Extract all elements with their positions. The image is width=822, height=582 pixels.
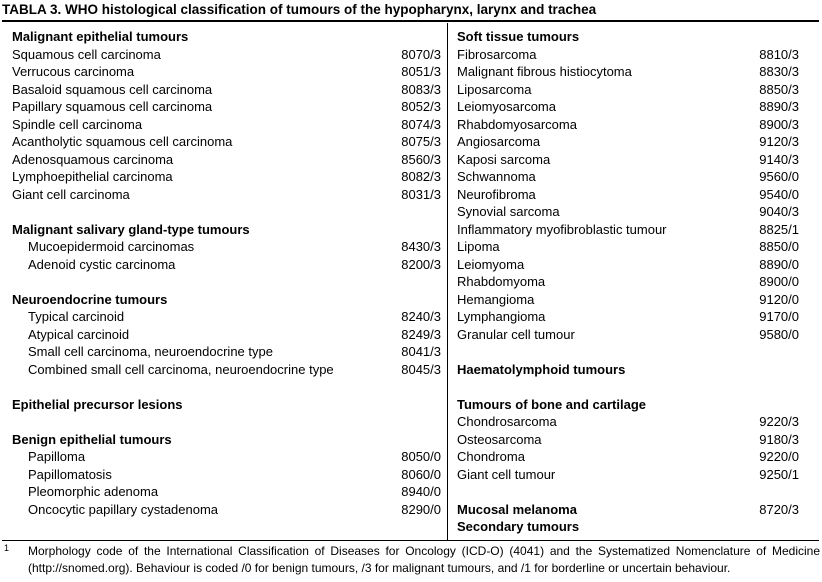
category-heading-label: Epithelial precursor lesions [12,396,183,412]
table-row [457,273,799,291]
table-row [457,186,799,204]
table-row [457,203,799,221]
tumour-name: Neurofibroma [457,186,536,202]
tumour-name: Angiosarcoma [457,134,541,149]
table-row [12,343,442,361]
category-group [457,396,799,484]
icd-code: 8240/3 [401,309,441,324]
category-group [12,396,442,414]
table-row [457,116,799,134]
tumour-name: Pleomorphic adenoma [28,484,159,499]
top-rule [2,20,819,22]
table-row [457,133,799,151]
footnote-mark: 1 [4,543,10,553]
category-group [12,221,442,274]
icd-code: 8940/0 [401,484,441,499]
tumour-name: Giant cell tumour [457,466,556,482]
tumour-name: Chondrosarcoma [457,414,557,429]
icd-code: 8082/3 [401,169,441,184]
icd-code: 9120/0 [759,291,799,307]
right-column [457,28,799,536]
table-row [457,63,799,81]
tumour-name: Leiomyoma [457,256,525,272]
tumour-name: Atypical carcinoid [28,326,130,342]
icd-code: 8900/0 [759,274,799,289]
icd-code: 8031/3 [401,186,441,202]
tumour-name: Kaposi sarcoma [457,151,551,167]
table-row [457,431,799,449]
icd-code: 9540/0 [759,186,799,202]
category-heading-label: Soft tissue tumours [457,29,580,44]
tumour-name: Fibrosarcoma [457,46,537,62]
table-row [12,308,442,326]
icd-code: 8070/3 [401,46,441,62]
category-group [457,361,799,379]
tumour-name: Lymphangioma [457,309,546,324]
icd-code: 8830/3 [759,64,799,79]
icd-code: 8850/3 [759,81,799,97]
table-row [12,483,442,501]
category-heading-label: Malignant epithelial tumours [12,29,189,44]
table-row [12,238,442,256]
category-group [457,518,799,536]
category-heading-label: Haematolymphoid tumours [457,361,626,377]
table-row [12,326,442,344]
icd-code: 8060/0 [401,466,441,482]
category-heading [457,28,799,46]
category-heading-label: Neuroendocrine tumours [12,291,168,307]
icd-code: 9220/3 [759,414,799,429]
tumour-name: Mucoepidermoid carcinomas [28,239,195,254]
tumour-name: Lymphoepithelial carcinoma [12,169,173,184]
tumour-name: Oncocytic papillary cystadenoma [28,501,219,517]
tumour-name: Typical carcinoid [28,309,125,324]
icd-code: 8430/3 [401,239,441,254]
category-group [12,28,442,203]
left-column [12,28,442,518]
tumour-name: Acantholytic squamous cell carcinoma [12,134,233,149]
tumour-name: Papillomatosis [28,466,112,482]
table-row [12,448,442,466]
icd-code: 8083/3 [401,81,441,97]
table-row [12,151,442,169]
table-row [457,238,799,256]
tumour-name: Malignant fibrous histiocytoma [457,64,632,79]
table-row [12,256,442,274]
icd-code: 8041/3 [401,344,441,359]
table-row [457,256,799,274]
category-heading [12,396,442,414]
table-row [12,186,442,204]
table-row [457,81,799,99]
category-heading [457,501,799,519]
footnote [2,543,820,577]
category-heading [457,396,799,414]
bottom-rule [2,540,819,541]
tumour-name: Leiomyosarcoma [457,99,556,114]
icd-code: 9560/0 [759,169,799,184]
table-row [457,326,799,344]
footnote-text: Morphology code of the International Classification of Diseases for Oncology (ICD-O) (4041) and the Systematized Nomenclature of Medicine (http://snomed.org). Behaviour is coded /0 for benign tumours, /3 for malignant tumours, and /1 for borderline or uncertain behaviour. [28,544,820,575]
tumour-name: Spindle cell carcinoma [12,116,143,132]
table-row [12,81,442,99]
icd-code: 8290/0 [401,501,441,517]
tumour-name: Adenosquamous carcinoma [12,151,174,167]
icd-code: 8810/3 [759,46,799,62]
category-group [457,501,799,519]
icd-code: 8850/0 [759,239,799,254]
tumour-name: Basaloid squamous cell carcinoma [12,81,213,97]
tumour-name: Liposarcoma [457,81,532,97]
table-row [12,466,442,484]
tumour-name: Verrucous carcinoma [12,64,135,79]
icd-code: 8050/0 [401,449,441,464]
icd-code: 9120/3 [759,134,799,149]
tumour-name: Granular cell tumour [457,326,575,342]
category-heading [457,361,799,379]
category-heading-label: Secondary tumours [457,519,580,534]
tumour-name: Rhabdomyosarcoma [457,116,577,132]
tumour-name: Papillary squamous cell carcinoma [12,99,213,114]
icd-code: 9040/3 [759,204,799,219]
icd-code: 8900/3 [759,116,799,132]
table-row [457,151,799,169]
table-row [457,221,799,239]
icd-code: 9180/3 [759,431,799,447]
table-row [457,466,799,484]
table-row [12,98,442,116]
table-row [457,413,799,431]
category-heading [12,291,442,309]
category-heading [457,518,799,536]
tumour-name: Schwannoma [457,169,536,184]
tumour-name: Squamous cell carcinoma [12,46,161,62]
category-heading [12,28,442,46]
icd-code: 8074/3 [401,116,441,132]
table-row [457,168,799,186]
icd-code: 8052/3 [401,99,441,114]
category-heading-label: Malignant salivary gland-type tumours [12,221,250,237]
table-row [12,501,442,519]
icd-code: 9580/0 [759,326,799,342]
table-row [12,168,442,186]
icd-code: 9140/3 [759,151,799,167]
icd-code: 9250/1 [759,466,799,482]
tumour-name: Inflammatory myofibroblastic tumour [457,221,667,237]
category-heading-label: Benign epithelial tumours [12,431,172,447]
category-heading [12,221,442,239]
tumour-name: Combined small cell carcinoma, neuroendocrine type [28,361,334,377]
table-row [457,46,799,64]
table-row [12,46,442,64]
table-row [457,448,799,466]
icd-code: 8890/0 [759,256,799,272]
category-heading-label: Tumours of bone and cartilage [457,396,647,412]
tumour-name: Papilloma [28,449,86,464]
category-group [12,431,442,519]
tumour-name: Giant cell carcinoma [12,186,130,202]
icd-code: 8075/3 [401,134,441,149]
table-row [12,116,442,134]
icd-code: 8249/3 [401,326,441,342]
icd-code: 9170/0 [759,309,799,324]
icd-code: 8825/1 [759,221,799,237]
table-row [12,133,442,151]
table-row [12,63,442,81]
icd-code: 8720/3 [759,501,799,517]
icd-code: 8890/3 [759,99,799,114]
tumour-name: Rhabdomyoma [457,274,546,289]
icd-code: 9220/0 [759,449,799,464]
tumour-name: Adenoid cystic carcinoma [28,256,176,272]
category-heading [12,431,442,449]
tumour-name: Small cell carcinoma, neuroendocrine type [28,344,273,359]
tumour-name: Lipoma [457,239,500,254]
table-row [12,361,442,379]
icd-code: 8051/3 [401,64,441,79]
table-title: TABLA 3. WHO histological classification of tumours of the hypopharynx, larynx and trachea [2,2,597,17]
tumour-name: Synovial sarcoma [457,204,560,219]
tumour-name: Chondroma [457,449,525,464]
column-divider [447,23,448,540]
icd-code: 8045/3 [401,361,441,377]
category-group [457,28,799,343]
icd-code: 8200/3 [401,256,441,272]
icd-code: 8560/3 [401,151,441,167]
category-heading-label: Mucosal melanoma [457,501,577,517]
category-group [12,291,442,379]
tumour-name: Osteosarcoma [457,431,542,447]
table-row [457,308,799,326]
table-row [457,98,799,116]
table-row [457,291,799,309]
tumour-name: Hemangioma [457,291,535,307]
